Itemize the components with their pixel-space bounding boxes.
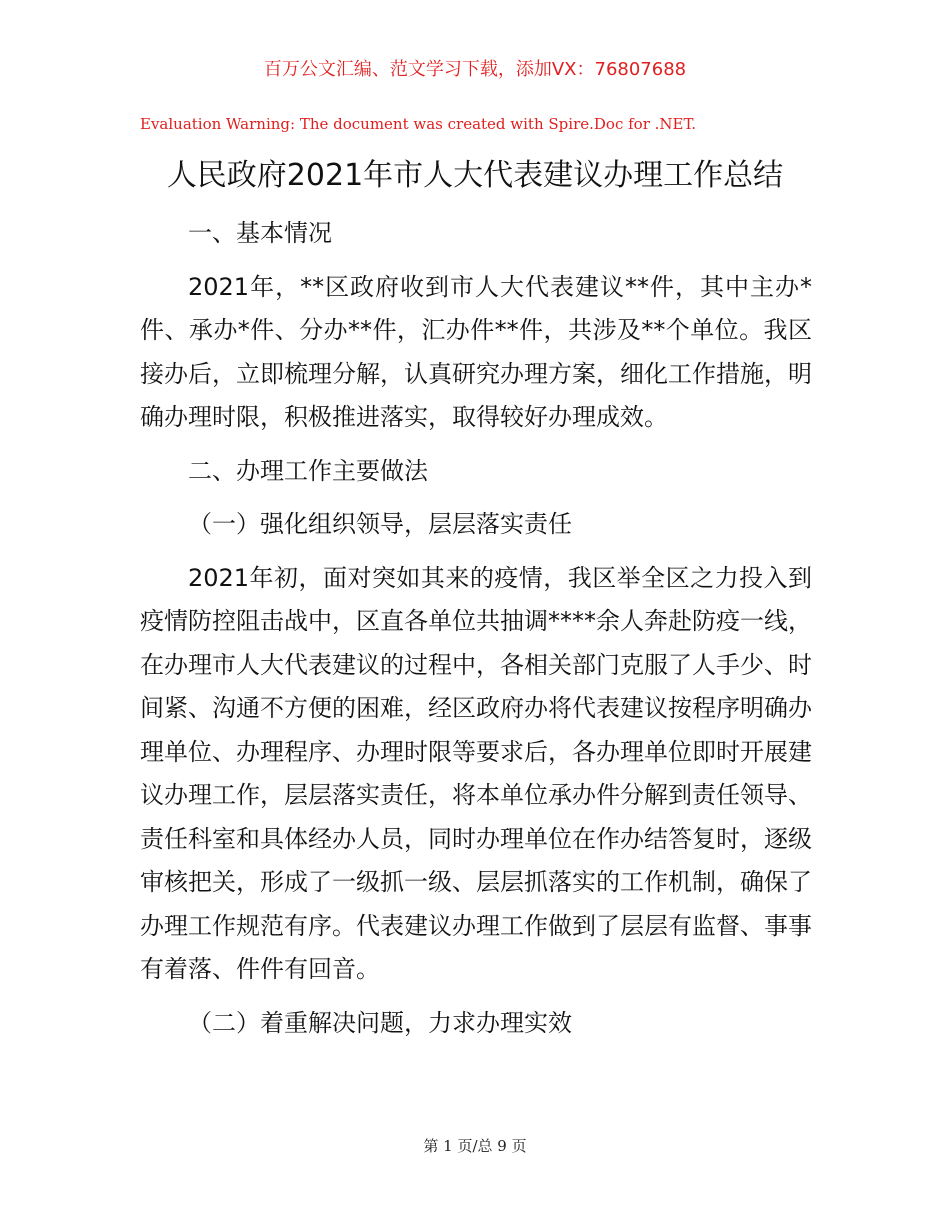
section-heading-main-practices: 二、办理工作主要做法 [188,456,428,485]
header-banner: 百万公文汇编、范文学习下载，添加VX：76807688 [263,59,687,80]
page-footer: 第 1 页/总 9 页 [423,1137,527,1155]
subsection-heading-problem-solving: （二）着重解决问题，力求办理实效 [188,1008,572,1037]
paragraph-basic-situation: 2021年，**区政府收到市人大代表建议**件，其中主办*件、承办*件、分办**件，汇办件**件，共涉及**个单位。我区接办后，立即梳理分解，认真研究办理方案，细化工作措施，明确办理时限，积极推进落实，取得较好办理成效。 [140,272,812,431]
section-heading-basic-situation: 一、基本情况 [188,219,332,247]
document-title: 人民政府2021年市人大代表建议办理工作总结 [166,158,784,193]
evaluation-warning: Evaluation Warning: The document was created with Spire.Doc for .NET. [140,115,697,133]
subsection-heading-organization: （一）强化组织领导，层层落实责任 [188,510,572,538]
document-body [140,212,812,1055]
paragraph-organization: 2021年初，面对突如其来的疫情，我区举全区之力投入到疫情防控阻击战中，区直各单位共抽调****余人奔赴防疫一线，在办理市人大代表建议的过程中，各相关部门克服了人手少、时间紧、沟通不方便的困难，经区政府办将代表建议按程序明确办理单位、办理程序、办理时限等要求后，各办理单位即时开展建议办理工作，层层落实责任，将本单位承办件分解到责任领导、责任科室和具体经办人员，同时办理单位在作办结答复时，逐级审核把关，形成了一级抓一级、层层抓落实的工作机制，确保了办理工作规范有序。代表建议办理工作做到了层层有监督、事事有着落、件件有回音。 [140,563,812,983]
